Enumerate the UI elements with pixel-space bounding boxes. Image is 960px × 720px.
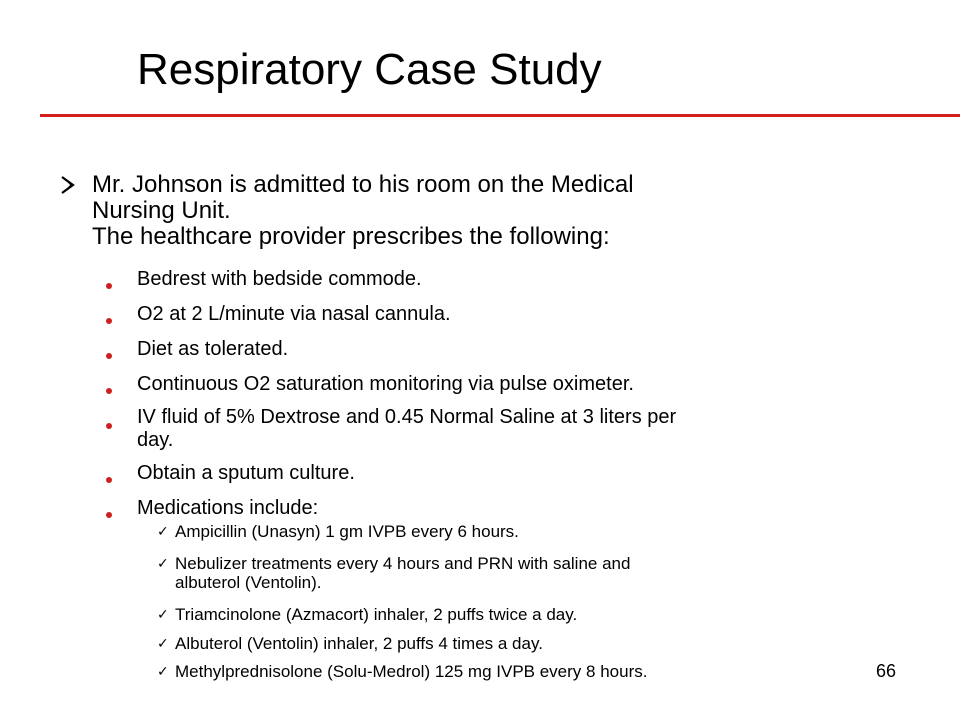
medication-item xyxy=(175,662,875,681)
dot-bullet-icon xyxy=(106,388,112,394)
medication-item xyxy=(175,634,875,653)
order-text: O2 at 2 L/minute via nasal cannula. xyxy=(137,303,451,325)
medication-text: Albuterol (Ventolin) inhaler, 2 puffs 4 times a day. xyxy=(175,634,543,653)
order-text: day. xyxy=(137,429,174,451)
order-item xyxy=(137,303,857,326)
medication-text: Nebulizer treatments every 4 hours and PRN with saline and xyxy=(175,554,631,573)
check-icon: ✓ xyxy=(157,663,169,679)
medication-text: Methylprednisolone (Solu-Medrol) 125 mg IVPB every 8 hours. xyxy=(175,662,648,681)
order-item xyxy=(137,268,857,291)
order-text: Medications include: xyxy=(137,497,319,519)
check-icon: ✓ xyxy=(157,523,169,539)
order-text: Bedrest with bedside commode. xyxy=(137,268,422,290)
order-item xyxy=(137,406,857,452)
page-number: 66 xyxy=(876,661,897,681)
check-icon: ✓ xyxy=(157,606,169,622)
dot-bullet-icon xyxy=(106,353,112,359)
medication-text: Triamcinolone (Azmacort) inhaler, 2 puffs twice a day. xyxy=(175,605,578,624)
order-item xyxy=(137,497,857,520)
dot-bullet-icon xyxy=(106,423,112,429)
order-text: Obtain a sputum culture. xyxy=(137,462,355,484)
check-icon: ✓ xyxy=(157,555,169,571)
order-item xyxy=(137,338,857,361)
dot-bullet-icon xyxy=(106,477,112,483)
medication-text: Ampicillin (Unasyn) 1 gm IVPB every 6 hours. xyxy=(175,522,519,541)
order-text: Diet as tolerated. xyxy=(137,338,289,360)
slide-title: Respiratory Case Study xyxy=(137,45,602,94)
dot-bullet-icon xyxy=(106,512,112,518)
main-bullet-line: The healthcare provider prescribes the following: xyxy=(92,223,610,250)
main-bullet-text xyxy=(92,172,852,250)
medication-item xyxy=(175,522,875,541)
order-item xyxy=(137,462,857,485)
dot-bullet-icon xyxy=(106,283,112,289)
check-icon: ✓ xyxy=(157,635,169,651)
arrow-bullet-icon xyxy=(60,174,76,196)
medication-item xyxy=(175,554,875,592)
medication-item xyxy=(175,605,875,624)
main-bullet-line: Nursing Unit. xyxy=(92,197,231,224)
order-item xyxy=(137,373,857,396)
main-bullet-line: Mr. Johnson is admitted to his room on the Medical xyxy=(92,171,634,198)
order-text: Continuous O2 saturation monitoring via pulse oximeter. xyxy=(137,373,634,395)
medication-text: albuterol (Ventolin). xyxy=(175,573,322,592)
dot-bullet-icon xyxy=(106,318,112,324)
order-text: IV fluid of 5% Dextrose and 0.45 Normal Saline at 3 liters per xyxy=(137,406,677,428)
